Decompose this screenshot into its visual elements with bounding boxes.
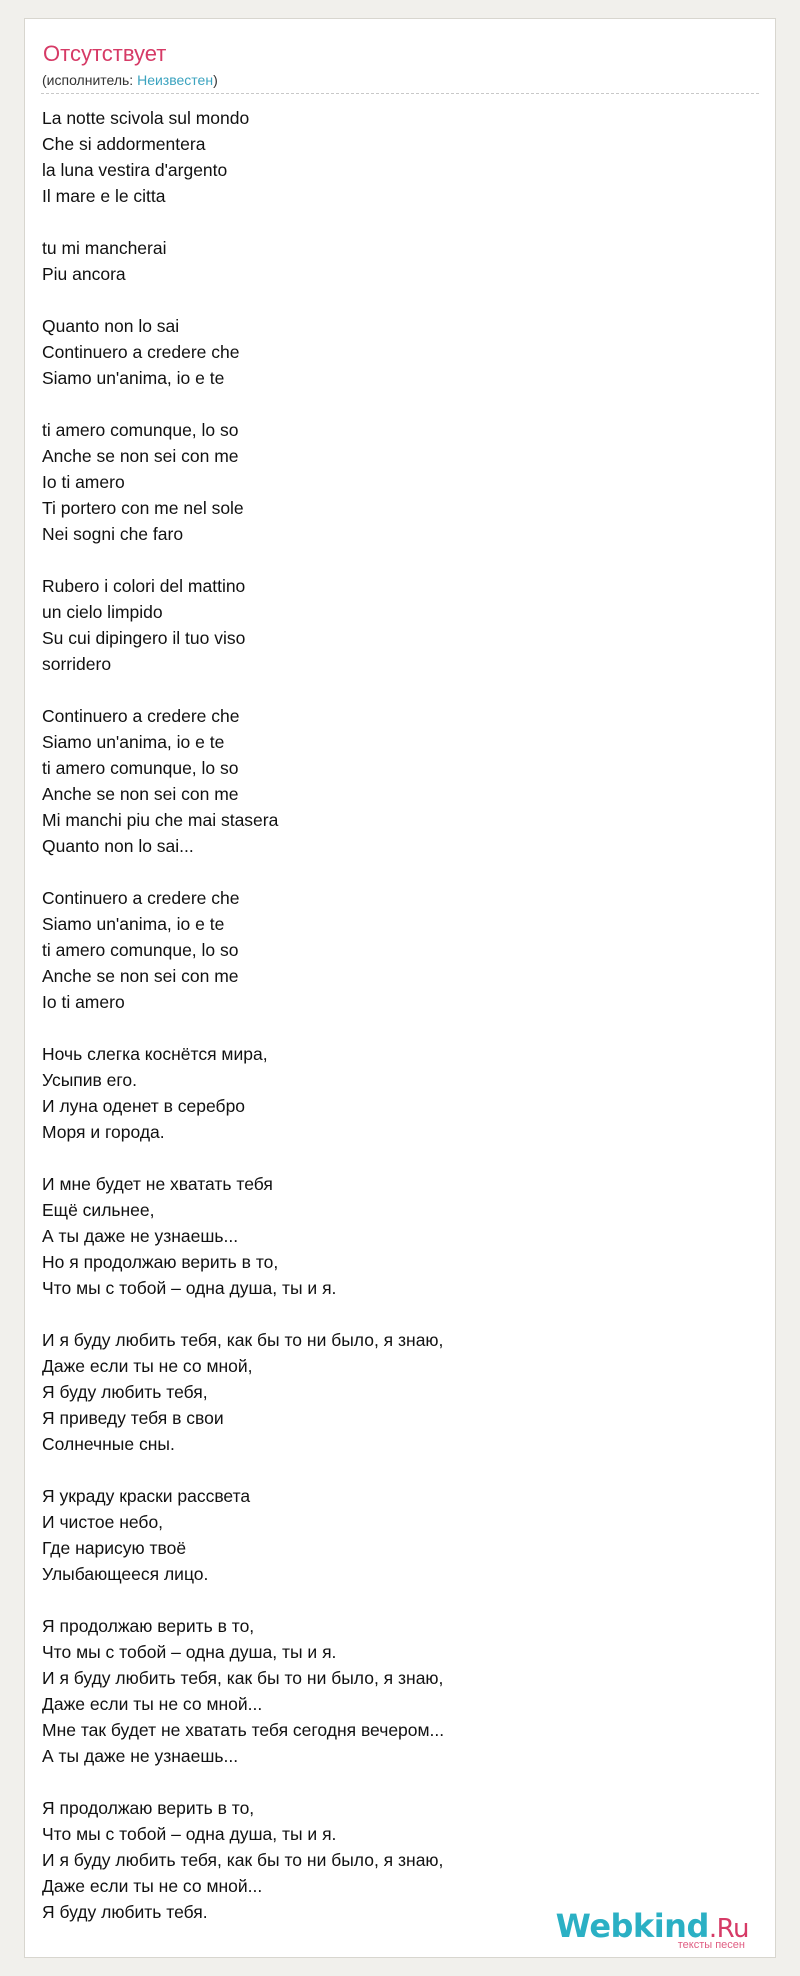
- artist-prefix: (исполнитель:: [42, 72, 138, 88]
- logo-tagline: тексты песен: [677, 1939, 745, 1951]
- artist-suffix: ): [213, 72, 218, 88]
- site-logo[interactable]: [555, 1907, 749, 1951]
- artist-link[interactable]: Неизвестен: [137, 72, 214, 88]
- header-divider: [41, 93, 759, 94]
- lyrics-text: La notte scivola sul mondo Che si addormentera la luna vestira d'argento Il mare e le citta tu mi mancherai Piu ancora Quanto non lo sai Continuero a credere che Siamo un'anima, io e te ti amero comunque, lo so Anche se non sei con me Io ti amero Ti portero con me nel sole Nei sogni che faro Rubero i colori del mattino un cielo limpido Su cui dipingero il tuo viso sorridero Continuero a credere che Siamo un'anima, io e te ti amero comunque, lo so Anche se non sei con me Mi manchi piu che mai stasera Quanto non lo sai... Continuero a credere che Siamo un'anima, io e te ti amero comunque, lo so Anche se non sei con me Io ti amero Ночь слегка коснётся мира, Усыпив его. И луна оденет в серебро Моря и города. И мне будет не хватать тебя Ещё сильнее, А ты даже не узнаешь... Но я продолжаю верить в то, Что мы с тобой – одна душа, ты и я. И я буду любить тебя, как бы то ни было, я знаю, Даже если ты не со мной, Я буду любить тебя, Я приведу тебя в свои Солнечные сны. Я украду краски рассвета И чистое небо, Где нарисую твоё Улыбающееся лицо. Я продолжаю верить в то, Что мы с тобой – одна душа, ты и я. И я буду любить тебя, как бы то ни было, я знаю, Даже если ты не со мной... Мне так будет не хватать тебя сегодня вечером... А ты даже не узнаешь... Я продолжаю верить в то, Что мы с тобой – одна душа, ты и я. И я буду любить тебя, как бы то ни было, я знаю, Даже если ты не со мной... Я буду любить тебя.: [42, 108, 445, 1922]
- logo-tld: .Ru: [708, 1914, 749, 1944]
- song-title: Отсутствует: [43, 41, 167, 66]
- lyrics-card: [24, 18, 776, 1958]
- logo-brand: Webkind: [555, 1907, 709, 1945]
- artist-line: [42, 73, 218, 87]
